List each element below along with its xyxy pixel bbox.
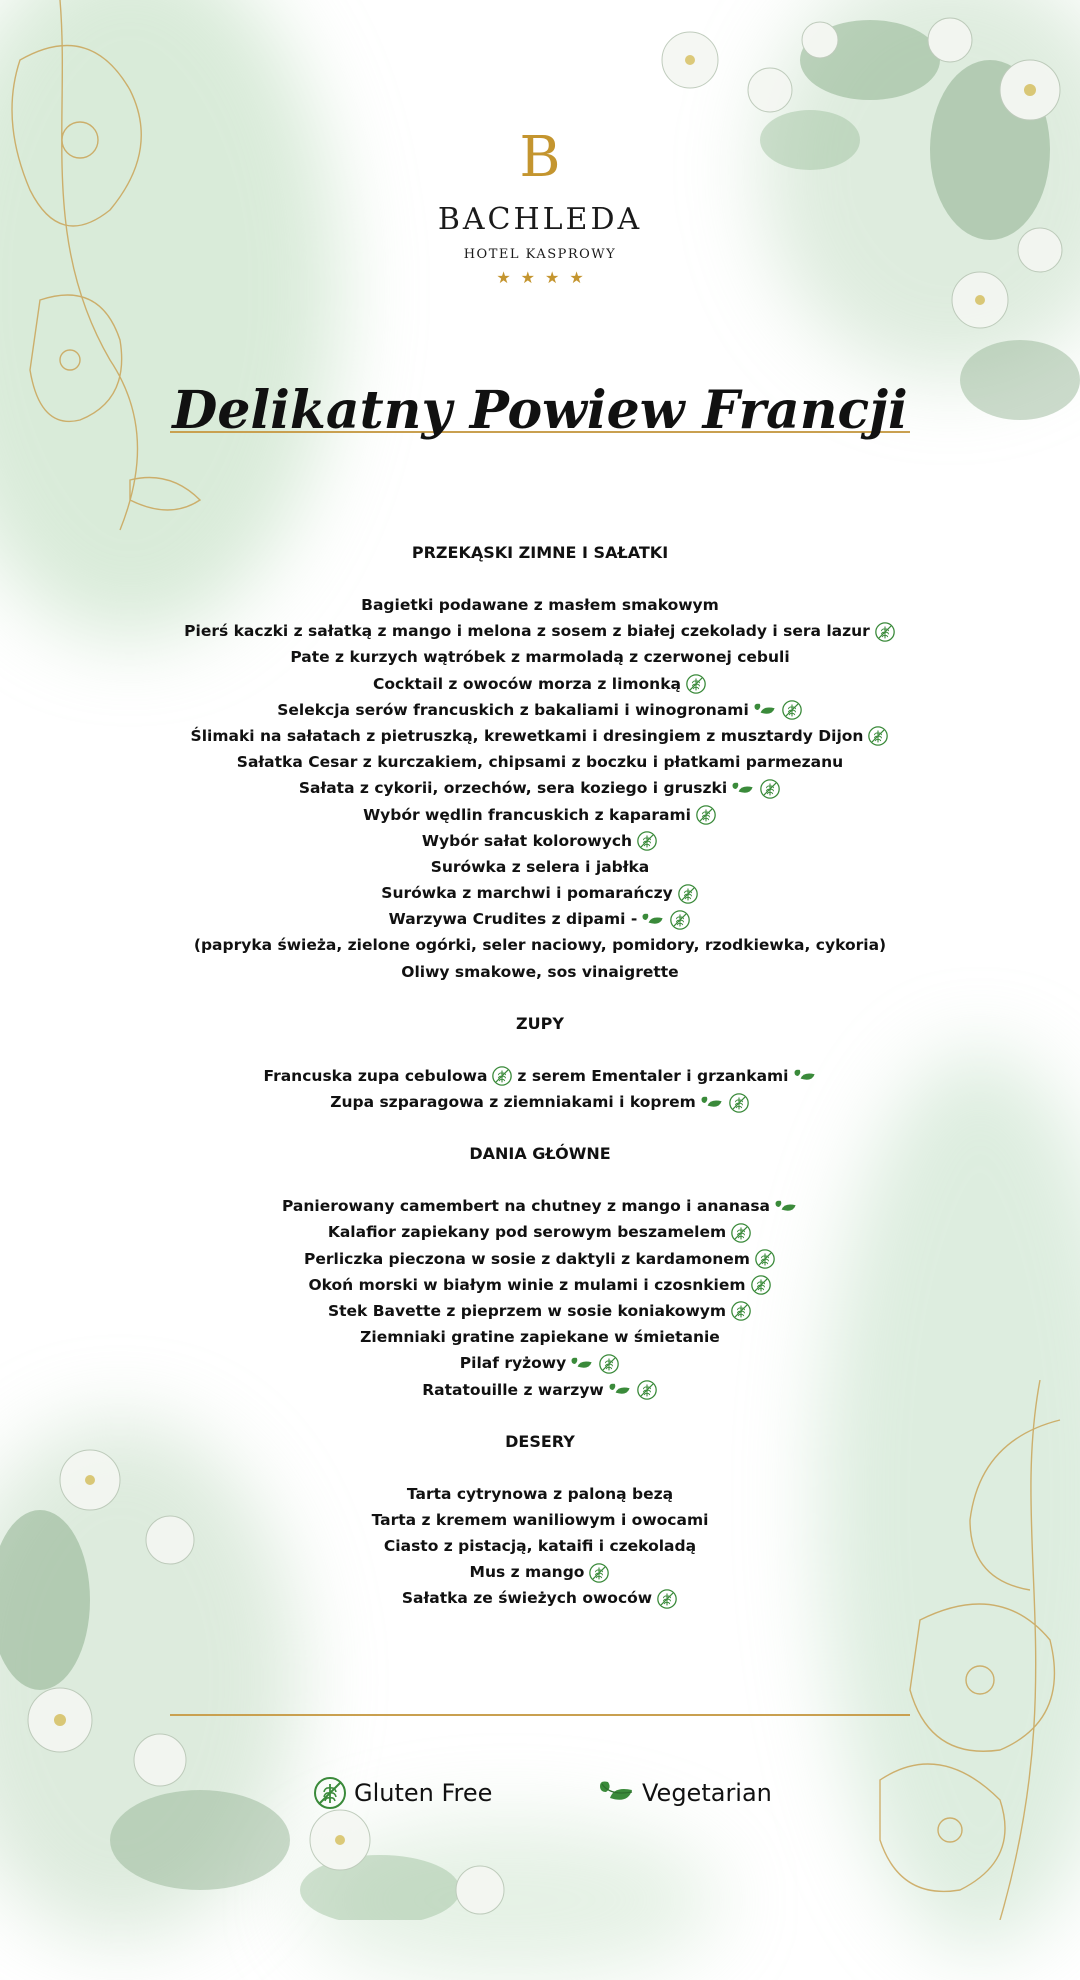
brand-subtitle: HOTEL KASPROWY [463, 247, 617, 262]
section-title: PRZEKĄSKI ZIMNE I SAŁATKI [411, 543, 669, 562]
vegetarian-leaf-icon [570, 1357, 594, 1371]
menu-item-label: Cocktail z owoców morza z limonką [373, 674, 681, 693]
menu-item-label: Panierowany camembert na chutney z mango i ananasa [281, 1197, 771, 1216]
gluten-free-icon [312, 1775, 348, 1811]
menu-item-label: Stek Bavette z pieprzem w sosie koniakowym [327, 1301, 727, 1320]
menu-item-label: Surówka z marchwi i pomarańczy [381, 884, 673, 903]
legend-divider [170, 1714, 910, 1716]
menu-item-label: Perliczka pieczona w sosie z daktyli z kardamonem [304, 1249, 750, 1268]
gluten-free-icon [669, 909, 691, 931]
menu-item [0, 1219, 1080, 1245]
menu-item-label: Pierś kaczki z sałatką z mango i melona z sosem z białej czekolady i sera lazur [184, 622, 870, 641]
menu-item-label: Sałata z cykorii, orzechów, sera koziego i gruszki [298, 779, 728, 798]
menu-item-label: Zupa szparagowa z ziemniakami i koprem [330, 1093, 696, 1111]
gluten-free-icon [588, 1562, 610, 1584]
menu-item-label: Selekcja serów francuskich z bakaliami i winogronami [277, 700, 749, 719]
gluten-free-icon [781, 699, 803, 721]
vegetarian-leaf-icon [608, 1383, 632, 1397]
section-title: DESERY [505, 1431, 575, 1451]
menu-item-label: Mus z mango [469, 1563, 585, 1582]
vegetarian-leaf-icon [793, 1069, 817, 1083]
menu-item [0, 959, 1080, 985]
menu-item [0, 906, 1080, 932]
menu-item [0, 1193, 1080, 1219]
menu-section [0, 1429, 1080, 1612]
menu-item [0, 723, 1080, 749]
gluten-free-icon [730, 1222, 752, 1244]
menu-item-label: Pilaf ryżowy [459, 1354, 567, 1373]
gluten-free-icon [598, 1353, 620, 1375]
menu-item-label: Surówka z selera i jabłka [430, 857, 650, 876]
menu-item-label: Pate z kurzych wątróbek z marmoladą z czerwonej cebuli [290, 648, 790, 667]
gluten-free-icon [636, 1379, 658, 1401]
menu-item [0, 854, 1080, 880]
menu-item [0, 644, 1080, 670]
menu-item-label: Wybór sałat kolorowych [421, 831, 633, 850]
menu-item [0, 749, 1080, 775]
menu-item-label: Sałatka ze świeżych owoców [401, 1589, 653, 1608]
menu-item-label: Okoń morski w białym winie z mulami i czosnkiem [308, 1275, 746, 1294]
menu-item [0, 1533, 1080, 1559]
menu-item [0, 802, 1080, 828]
menu-item [0, 1063, 1080, 1089]
menu-item-label: Tarta cytrynowa z paloną bezą [406, 1484, 674, 1503]
legend-vegetarian [598, 1774, 772, 1812]
gluten-free-icon [636, 830, 658, 852]
menu-item-label: Ciasto z pistacją, kataifi i czekoladą [383, 1537, 697, 1556]
gluten-free-icon [491, 1065, 513, 1087]
menu-item-label: (papryka świeża, zielone ogórki, seler naciowy, pomidory, rzodkiewka, cykoria) [193, 936, 887, 955]
menu-title: Delikatny Powiew Francji [172, 380, 908, 441]
menu-item [0, 775, 1080, 801]
menu-item [0, 618, 1080, 644]
section-title: DANIA GŁÓWNE [469, 1144, 611, 1164]
menu-item [0, 1585, 1080, 1611]
gluten-free-icon [759, 778, 781, 800]
gluten-free-icon [685, 673, 707, 695]
menu-item [0, 1089, 1080, 1115]
menu-item-label: Ślimaki na sałatach z pietruszką, krewetkami i dresingiem z musztardy Dijon [190, 726, 864, 745]
menu-item [0, 1559, 1080, 1585]
menu-item [0, 932, 1080, 958]
gluten-free-icon [695, 804, 717, 826]
gluten-free-icon [754, 1248, 776, 1270]
menu-item [0, 1507, 1080, 1533]
watercolor-wash-bottom-center [300, 1820, 720, 1980]
menu-item-label: Kalafior zapiekany pod serowym beszamelem [327, 1223, 727, 1242]
menu-item [0, 697, 1080, 723]
vegetarian-leaf-icon [774, 1200, 798, 1214]
menu-item [0, 671, 1080, 697]
menu-item [0, 1377, 1080, 1403]
section-title: ZUPY [516, 1013, 564, 1033]
menu-item [0, 1272, 1080, 1298]
menu-item-label: Ratatouille z warzyw [422, 1380, 604, 1399]
menu-item [0, 828, 1080, 854]
menu-item-label: Francuska zupa cebulowa [263, 1066, 488, 1085]
vegetarian-leaf-icon [753, 703, 777, 717]
menu-item [0, 592, 1080, 618]
menu-item-label: Oliwy smakowe, sos vinaigrette [401, 962, 679, 981]
menu-item [0, 1350, 1080, 1376]
menu-item [0, 1481, 1080, 1507]
gluten-free-icon [656, 1588, 678, 1610]
legend-gluten-free [312, 1774, 492, 1812]
menu-section [0, 1141, 1080, 1403]
brand-stars: ★★★★ [496, 268, 594, 287]
brand-name: BACHLEDA [437, 202, 643, 237]
menu-item-label: Bagietki podawane z masłem smakowym [361, 596, 719, 614]
menu-item-label: Warzywa Crudites z dipami - [388, 910, 638, 929]
vegetarian-leaf-icon [641, 913, 665, 927]
legend-gluten-free-label: Gluten Free [354, 1779, 493, 1807]
menu-section [0, 540, 1080, 985]
vegetarian-leaf-icon [598, 1780, 636, 1806]
menu-item [0, 1298, 1080, 1324]
menu-list [0, 540, 1080, 1638]
gluten-free-icon [874, 621, 896, 643]
menu-item [0, 880, 1080, 906]
legend-vegetarian-label: Vegetarian [642, 1779, 772, 1807]
menu-item [0, 1246, 1080, 1272]
vegetarian-leaf-icon [731, 782, 755, 796]
menu-item-label: Sałatka Cesar z kurczakiem, chipsami z boczku i płatkami parmezanu [236, 753, 844, 772]
gluten-free-icon [728, 1092, 750, 1114]
gluten-free-icon [867, 725, 889, 747]
menu-item-label: Ziemniaki gratine zapiekane w śmietanie [360, 1328, 720, 1347]
gluten-free-icon [750, 1274, 772, 1296]
menu-item-label: Tarta z kremem waniliowym i owocami [371, 1510, 709, 1529]
gluten-free-icon [730, 1300, 752, 1322]
gluten-free-icon [677, 883, 699, 905]
menu-section [0, 1011, 1080, 1115]
menu-item-label-continued: z serem Ementaler i grzankami [517, 1066, 789, 1085]
menu-item [0, 1324, 1080, 1350]
brand-logo [0, 125, 1080, 287]
brand-monogram: B [519, 125, 561, 190]
menu-item-label: Wybór wędlin francuskich z kaparami [363, 805, 691, 824]
vegetarian-leaf-icon [700, 1096, 724, 1110]
